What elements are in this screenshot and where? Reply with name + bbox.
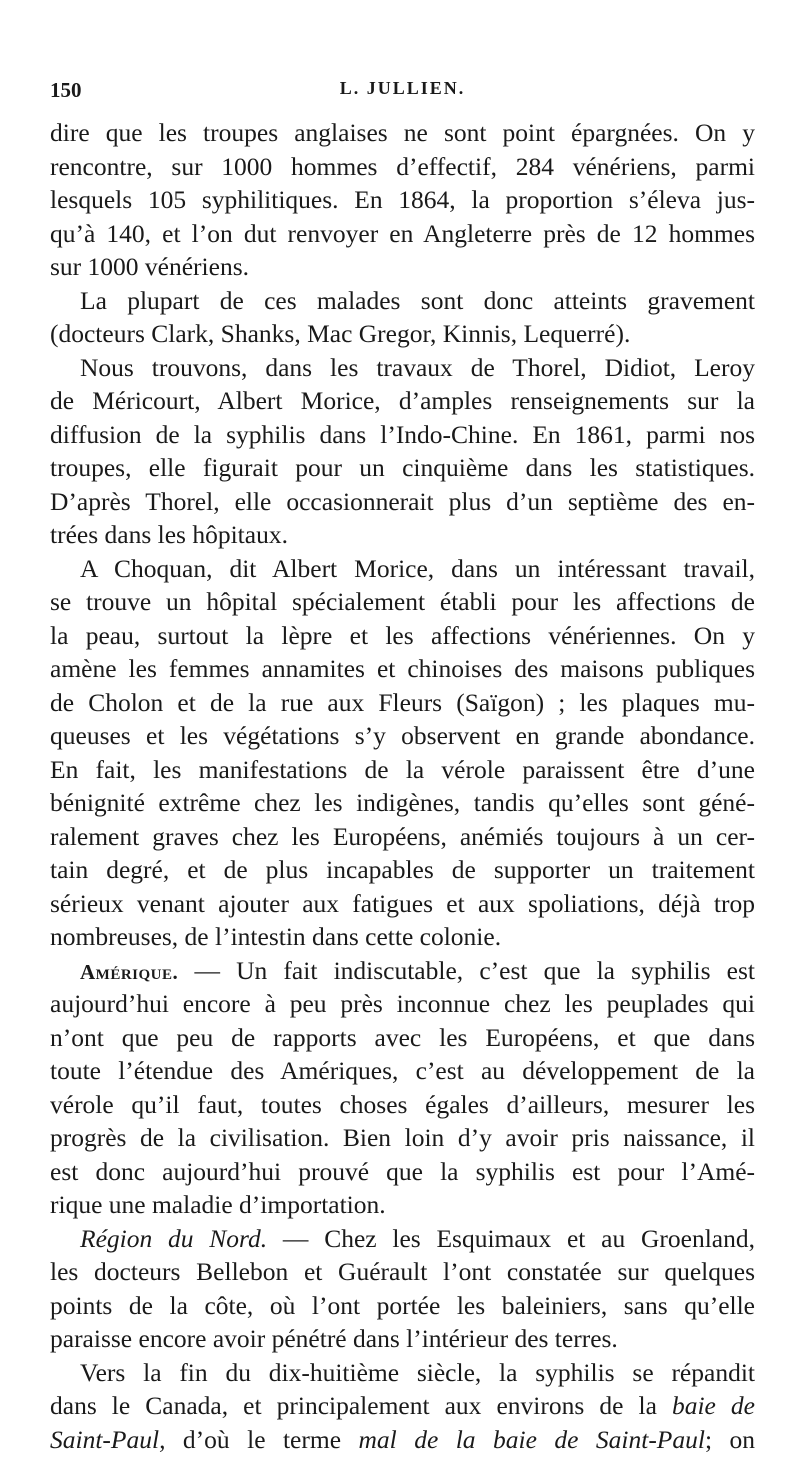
text-line: toute l’étendue des Amériques, c’est au développement de la — [50, 1056, 755, 1085]
text-line: amène les femmes annamites et chinoises des maisons publiques — [50, 654, 755, 683]
text-line — [50, 1389, 755, 1423]
text-line: Nous trouvons, dans les travaux de Thorel, Didiot, Leroy — [80, 352, 755, 382]
text-line: vérole qu’il faut, toutes choses égales d’ailleurs, mesurer les — [50, 1089, 755, 1119]
italic-fragment: mal de la baie de Saint-Paul — [358, 1424, 705, 1454]
text-line: En fait, les manifestations de la vérole paraissent être d’une — [50, 754, 755, 784]
subsection-heading-region-nord: Région du Nord. — [80, 1223, 268, 1253]
text-line: progrès de la civilisation. Bien loin d’y avoir pris naissance, il — [50, 1123, 755, 1152]
text-line: (docteurs Clark, Shanks, Mac Gregor, Kinnis, Lequerré). — [50, 319, 631, 348]
text-fragment: — Chez les Esquimaux et au Groenland, — [282, 1223, 756, 1253]
text-line: les docteurs Bellebon et Guérault l’ont constatée sur quelques — [50, 1257, 755, 1286]
text-line — [50, 1423, 755, 1457]
text-line: D’après Thorel, elle occasionnerait plus d’un septième des en- — [50, 486, 755, 516]
running-head: L. JULLIEN. — [339, 78, 466, 98]
text-line: la peau, surtout la lèpre et les affections vénériennes. On y — [50, 620, 755, 650]
italic-fragment: baie de — [671, 1391, 755, 1420]
text-line: qu’à 140, et l’on dut renvoyer en Angleterre près de 12 hommes — [50, 218, 755, 248]
text-line: nombreuses, de l’intestin dans cette colonie. — [50, 922, 502, 951]
text-line: troupes, elle figurait pour un cinquième dans les statistiques. — [50, 453, 755, 482]
text-line: points de la côte, où l’ont portée les baleiniers, sans qu’elle — [50, 1290, 755, 1320]
text-line: Vers la fin du dix-huitième siècle, la syphilis se répandit — [80, 1357, 755, 1387]
text-line: ralement graves chez les Européens, anémiés toujours à un cer- — [50, 821, 755, 851]
text-line: bénignité extrême chez les indigènes, tandis qu’elles sont géné- — [50, 788, 755, 817]
text-line: n’ont que peu de rapports avec les Européens, et que dans — [50, 1022, 755, 1052]
text-line: dire que les troupes anglaises ne sont point épargnées. On y — [50, 118, 755, 147]
body-text — [50, 116, 755, 1456]
text-line: rencontre, sur 1000 hommes d’effectif, 284 vénériens, parmi — [50, 151, 755, 181]
text-line: A Choquan, dit Albert Morice, dans un intéressant travail, — [80, 553, 755, 583]
text-line: La plupart de ces malades sont donc atteints gravement — [80, 285, 755, 315]
text-line: sur 1000 vénériens. — [50, 252, 249, 281]
text-fragment: d’où le terme — [182, 1424, 342, 1454]
text-fragment: — Un fait indiscutable, c’est que la syphilis est — [194, 955, 756, 985]
text-line: paraisse encore avoir pénétré dans l’intérieur des terres. — [50, 1324, 618, 1353]
section-heading-amerique: Amérique. — [80, 959, 179, 984]
text-line: de Cholon et de la rue aux Fleurs (Saïgon) ; les plaques mu- — [50, 687, 755, 717]
text-line — [50, 1222, 755, 1256]
text-line: aujourd’hui encore à peu près inconnue chez les peuplades qui — [50, 989, 755, 1018]
text-line: se trouve un hôpital spécialement établi pour les affections de — [50, 587, 755, 616]
text-line: queuses et les végétations s’y observent en grande abondance. — [50, 721, 755, 750]
text-fragment: dans le Canada, et principalement aux environs de la — [50, 1391, 657, 1420]
page-header — [50, 78, 755, 108]
text-line — [50, 954, 755, 988]
text-line: lesquels 105 syphilitiques. En 1864, la proportion s’éleva jus- — [50, 185, 755, 214]
text-line: trées dans les hôpitaux. — [50, 520, 288, 549]
text-line: tain degré, et de plus incapables de supporter un traitement — [50, 855, 755, 884]
text-line: diffusion de la syphilis dans l’Indo-Chine. En 1861, parmi nos — [50, 419, 755, 449]
text-line: rique une maladie d’importation. — [50, 1190, 386, 1219]
text-fragment: ; on — [704, 1424, 756, 1454]
page-number: 150 — [50, 78, 82, 102]
text-line: sérieux venant ajouter aux fatigues et aux spoliations, déjà trop — [50, 888, 755, 918]
text-line: de Méricourt, Albert Morice, d’amples renseignements sur la — [50, 386, 755, 415]
text-line: est donc aujourd’hui prouvé que la syphilis est pour l’Amé- — [50, 1156, 755, 1186]
italic-fragment: Saint-Paul, — [50, 1424, 166, 1454]
